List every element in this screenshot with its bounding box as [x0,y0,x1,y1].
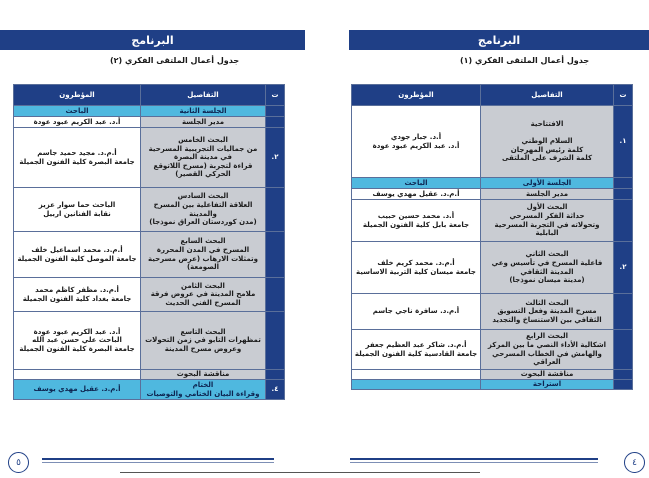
row-number [266,232,285,278]
footer-rule-left [42,458,274,465]
row-details: استراحة [481,380,614,390]
footer-rule-right [350,458,598,465]
row-number [266,188,285,232]
table-row [352,294,633,330]
row-number [614,380,633,390]
table-row [352,370,633,380]
table-header-row [14,85,285,106]
table-row [14,128,285,188]
page-header-right [349,30,649,50]
row-details: مدير الجلسة [141,117,266,128]
row-participants: الباحث [352,178,481,189]
table-row [14,232,285,278]
row-participants: أ.م.د. محمد اسماعيل خلف جامعة الموصل كلية الفنون الجميلة [14,232,141,278]
row-participants: أ.م.د. سافرة ناجي جاسم [352,294,481,330]
row-participants: أ.م.د. مجيد حميد جاسم جامعة البصرة كلية الفنون الجميلة [14,128,141,188]
row-details: البحث السادس العلاقة التفاعلية بين المسرح والمدينة (مدن كوردستان العراق نموذجا) [141,188,266,232]
row-number [266,370,285,380]
program-table-left [13,84,285,400]
row-details: مدير الجلسة [481,189,614,200]
row-participants: الباحث [14,106,141,117]
row-participants: أ.م.د. عقيل مهدي يوسف [352,189,481,200]
page-divider [120,472,480,473]
table-row [14,370,285,380]
program-table-right [351,84,633,390]
table-row [14,380,285,400]
col-details-header: التفاصيل [141,85,266,106]
row-number [614,200,633,242]
table-row [352,106,633,178]
row-number [614,189,633,200]
table-row [352,189,633,200]
page-header-left [0,30,305,50]
row-number [614,370,633,380]
col-num-header: ت [614,85,633,106]
table-row [352,330,633,370]
row-details: البحث الثاني فاعلية المسرح في تأسيس وعي المدينة الثقافي (مدينة ميسان نموذجا) [481,242,614,294]
subtitle-right: جدول أعمال الملتقى الفكري (١) [460,56,590,65]
row-details: الختام وقراءة البيان الختامي والتوصيات [141,380,266,400]
table-row [14,106,285,117]
col-num-header: ت [266,85,285,106]
row-participants: أ.د. محمد حسين حبيب جامعة بابل كلية الفنون الجميلة [352,200,481,242]
page-header-title: البرنامج [131,33,174,47]
row-number [266,312,285,370]
table-header-row [352,85,633,106]
row-details: الافتتاحية السلام الوطني كلمة رئيس المهرجان كلمة الشرف على الملتقى [481,106,614,178]
row-number [614,330,633,370]
row-number [266,278,285,312]
page-header-title: البرنامج [477,33,521,47]
row-details: الجلسة الأولى [481,178,614,189]
subtitle-left: جدول أعمال الملتقى الفكري (٢) [110,56,240,65]
row-details: البحث الثالث مسرح المدينة وفعل التسويق الثقافي بين الاستنساخ والتجديد [481,294,614,330]
row-participants: أ.م.د. محمد كريم خلف جامعة ميسان كلية التربية الاساسية [352,242,481,294]
col-participants-header: المؤطرون [14,85,141,106]
row-number: ٢. [266,128,285,188]
row-number: ٤. [266,380,285,400]
row-number: ١. [614,106,633,178]
row-participants: أ.د. عبد الكريم عبود عودة الباحث علي حسن عبد الله جامعة البصرة كلية الفنون الجميلة [14,312,141,370]
row-participants: أ.م.د. شاكر عبد العظيم جعفر جامعة القادسية كلية الفنون الجميلة [352,330,481,370]
table-row [14,278,285,312]
row-number [266,117,285,128]
row-number [614,294,633,330]
col-details-header: التفاصيل [481,85,614,106]
row-details: البحث الأول حداثة الفكر المسرحي وتحولاته في التجربة المسرحية البابلية [481,200,614,242]
row-details: البحث الثامن ملامح المدينة في عروض فرقة المسرح الفني الحديث [141,278,266,312]
table-row [352,178,633,189]
page-number-right: ٤ [624,452,645,473]
page-number-left: ٥ [8,452,29,473]
row-details: البحث السابع المسرح في المدن المحررة وتمثلات الارهاب (عرض مسرحية الصومعة) [141,232,266,278]
row-participants [352,370,481,380]
table-row [352,242,633,294]
row-participants: أ.د. عبد الكريم عبود عودة [14,117,141,128]
table-row [14,117,285,128]
table-row [352,200,633,242]
table-row [352,380,633,390]
row-participants [352,380,481,390]
row-participants [14,370,141,380]
row-details: البحث التاسع تمظهرات التابو في زمن التحولات وعروض مسرح المدينة [141,312,266,370]
row-participants: أ.م.د. مظفر كاظم محمد جامعة بغداد كلية الفنون الجميلة [14,278,141,312]
row-number [266,106,285,117]
row-details: مناقشة البحوث [481,370,614,380]
table-row [14,312,285,370]
row-details: البحث الخامس من جماليات التجريبية المسرحية في مدينة البصرة قراءة لتجربة (مسرح اللاتوقع الحركي القصير) [141,128,266,188]
table-row [14,188,285,232]
row-details: البحث الرابع اشكالية الأداء النصي ما بين المركز والهامش في الخطاب المسرحي العراقي [481,330,614,370]
col-participants-header: المؤطرون [352,85,481,106]
row-participants: الباحث حما سوار عزيز نقابة الفنانين اربيل [14,188,141,232]
row-number: ٢. [614,242,633,294]
row-details: الجلسة الثانية [141,106,266,117]
row-participants: أ.د. جبار جودي أ.د. عبد الكريم عبود عودة [352,106,481,178]
row-participants: أ.م.د. عقيل مهدي يوسف [14,380,141,400]
row-number [614,178,633,189]
row-details: مناقشة البحوث [141,370,266,380]
